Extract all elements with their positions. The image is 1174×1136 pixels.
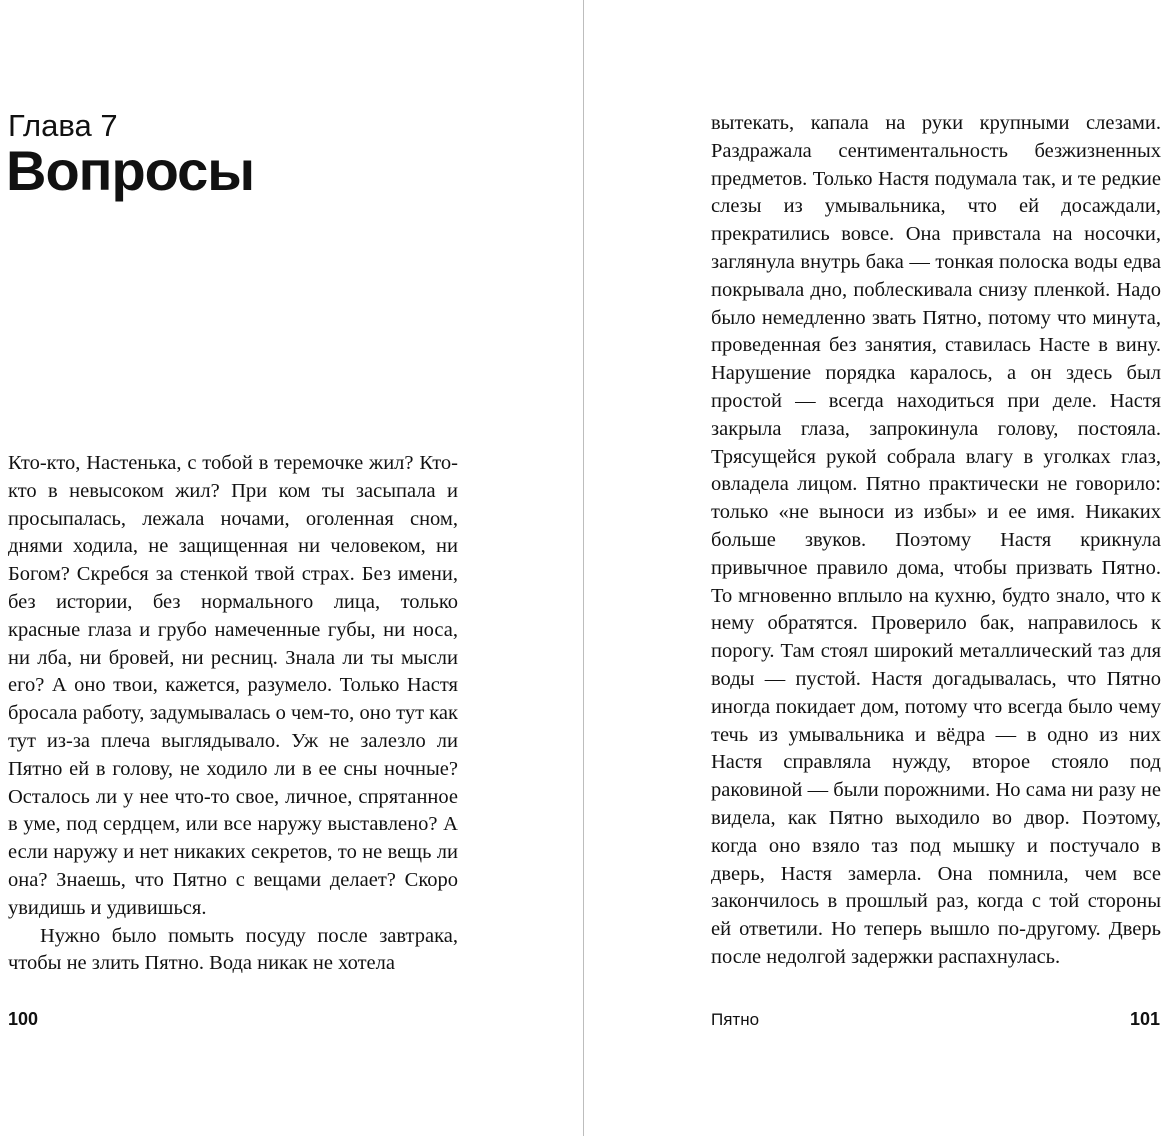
running-head: Пятно [711, 1010, 760, 1029]
left-page [0, 0, 583, 1136]
right-page-body [711, 110, 1161, 972]
chapter-title: Вопросы [6, 139, 255, 202]
paragraph: вытекать, капала на руки крупными слезами. Раздражала сентиментальность безжизненных предметов. Только Настя подумала так, и те редкие слезы из умывальника, что ей досаждали, прекратились вовсе. Она привстала на носочки, заглянула внутрь бака — тонкая полоска воды едва покрывала дно, поблескивала снизу пленкой. Надо было немедленно звать Пятно, потому что минута, проведенная без занятия, ставилась Насте в вину. Нарушение порядка каралось, а он здесь был простой — всегда находиться при деле. Настя закрыла глаза, запрокинула голову, постояла. Трясущейся рукой собрала влагу в уголках глаз, овладела лицом. Пятно практически не говорило: только «не выноси из избы» и ее имя. Никаких больше звуков. Поэтому Настя крикнула привычное правило дома, чтобы призвать Пятно. То мгновенно вплыло на кухню, будто знало, что к нему обратятся. Проверило бак, направилось к порогу. Там стоял широкий металлический таз для воды — пустой. Настя догадывалась, что Пятно иногда покидает дом, потому что всегда было чему течь из умывальника и вёдра — в одно из них Настя справляла нужду, второе стояло под раковиной — были порожними. Но сама ни разу не видела, как Пятно выходило во двор. Поэтому, когда оно взяло таз под мышку и постучало в дверь, Настя замерла. Она помнила, чем все закончилось в прошлый раз, когда с той стороны ей ответили. Но теперь вышло по-другому. Дверь после недолгой задержки распахнулась. [711, 112, 1161, 968]
paragraph: Кто-кто, Настенька, с тобой в теремочке жил? Кто-кто в невысоком жил? При ком ты засыпала и просыпалась, лежала ночами, оголенная сном, днями ходила, не защищенная ни человеком, ни Богом? Скребся за стенкой твой страх. Без имени, без истории, без нормального лица, только красные глаза и грубо намеченные губы, ни носа, ни лба, ни бровей, ни ресниц. Знала ли ты мысли его? А оно твои, кажется, разумело. Только Настя бросала работу, задумывалась о чем-то, оно тут как тут из-за плеча выглядывало. Уж не залезло ли Пятно ей в голову, не ходило ли в ее сны ночные? Осталось ли у нее что-то свое, личное, спрятанное в уме, под сердцем, или все наружу выставлено? А если наружу и нет никаких секретов, то не вещь ли она? Знаешь, что Пятно с вещами делает? Скоро увидишь и удивишься. [8, 452, 458, 919]
page-number-right: 101 [1129, 1009, 1160, 1029]
right-page [584, 0, 1174, 1136]
chapter-label: Глава 7 [8, 108, 118, 143]
paragraph: Нужно было помыть посуду после завтрака, чтобы не злить Пятно. Вода никак не хотела [8, 924, 458, 975]
left-page-body [8, 450, 458, 978]
page-number-left: 100 [8, 1009, 39, 1029]
